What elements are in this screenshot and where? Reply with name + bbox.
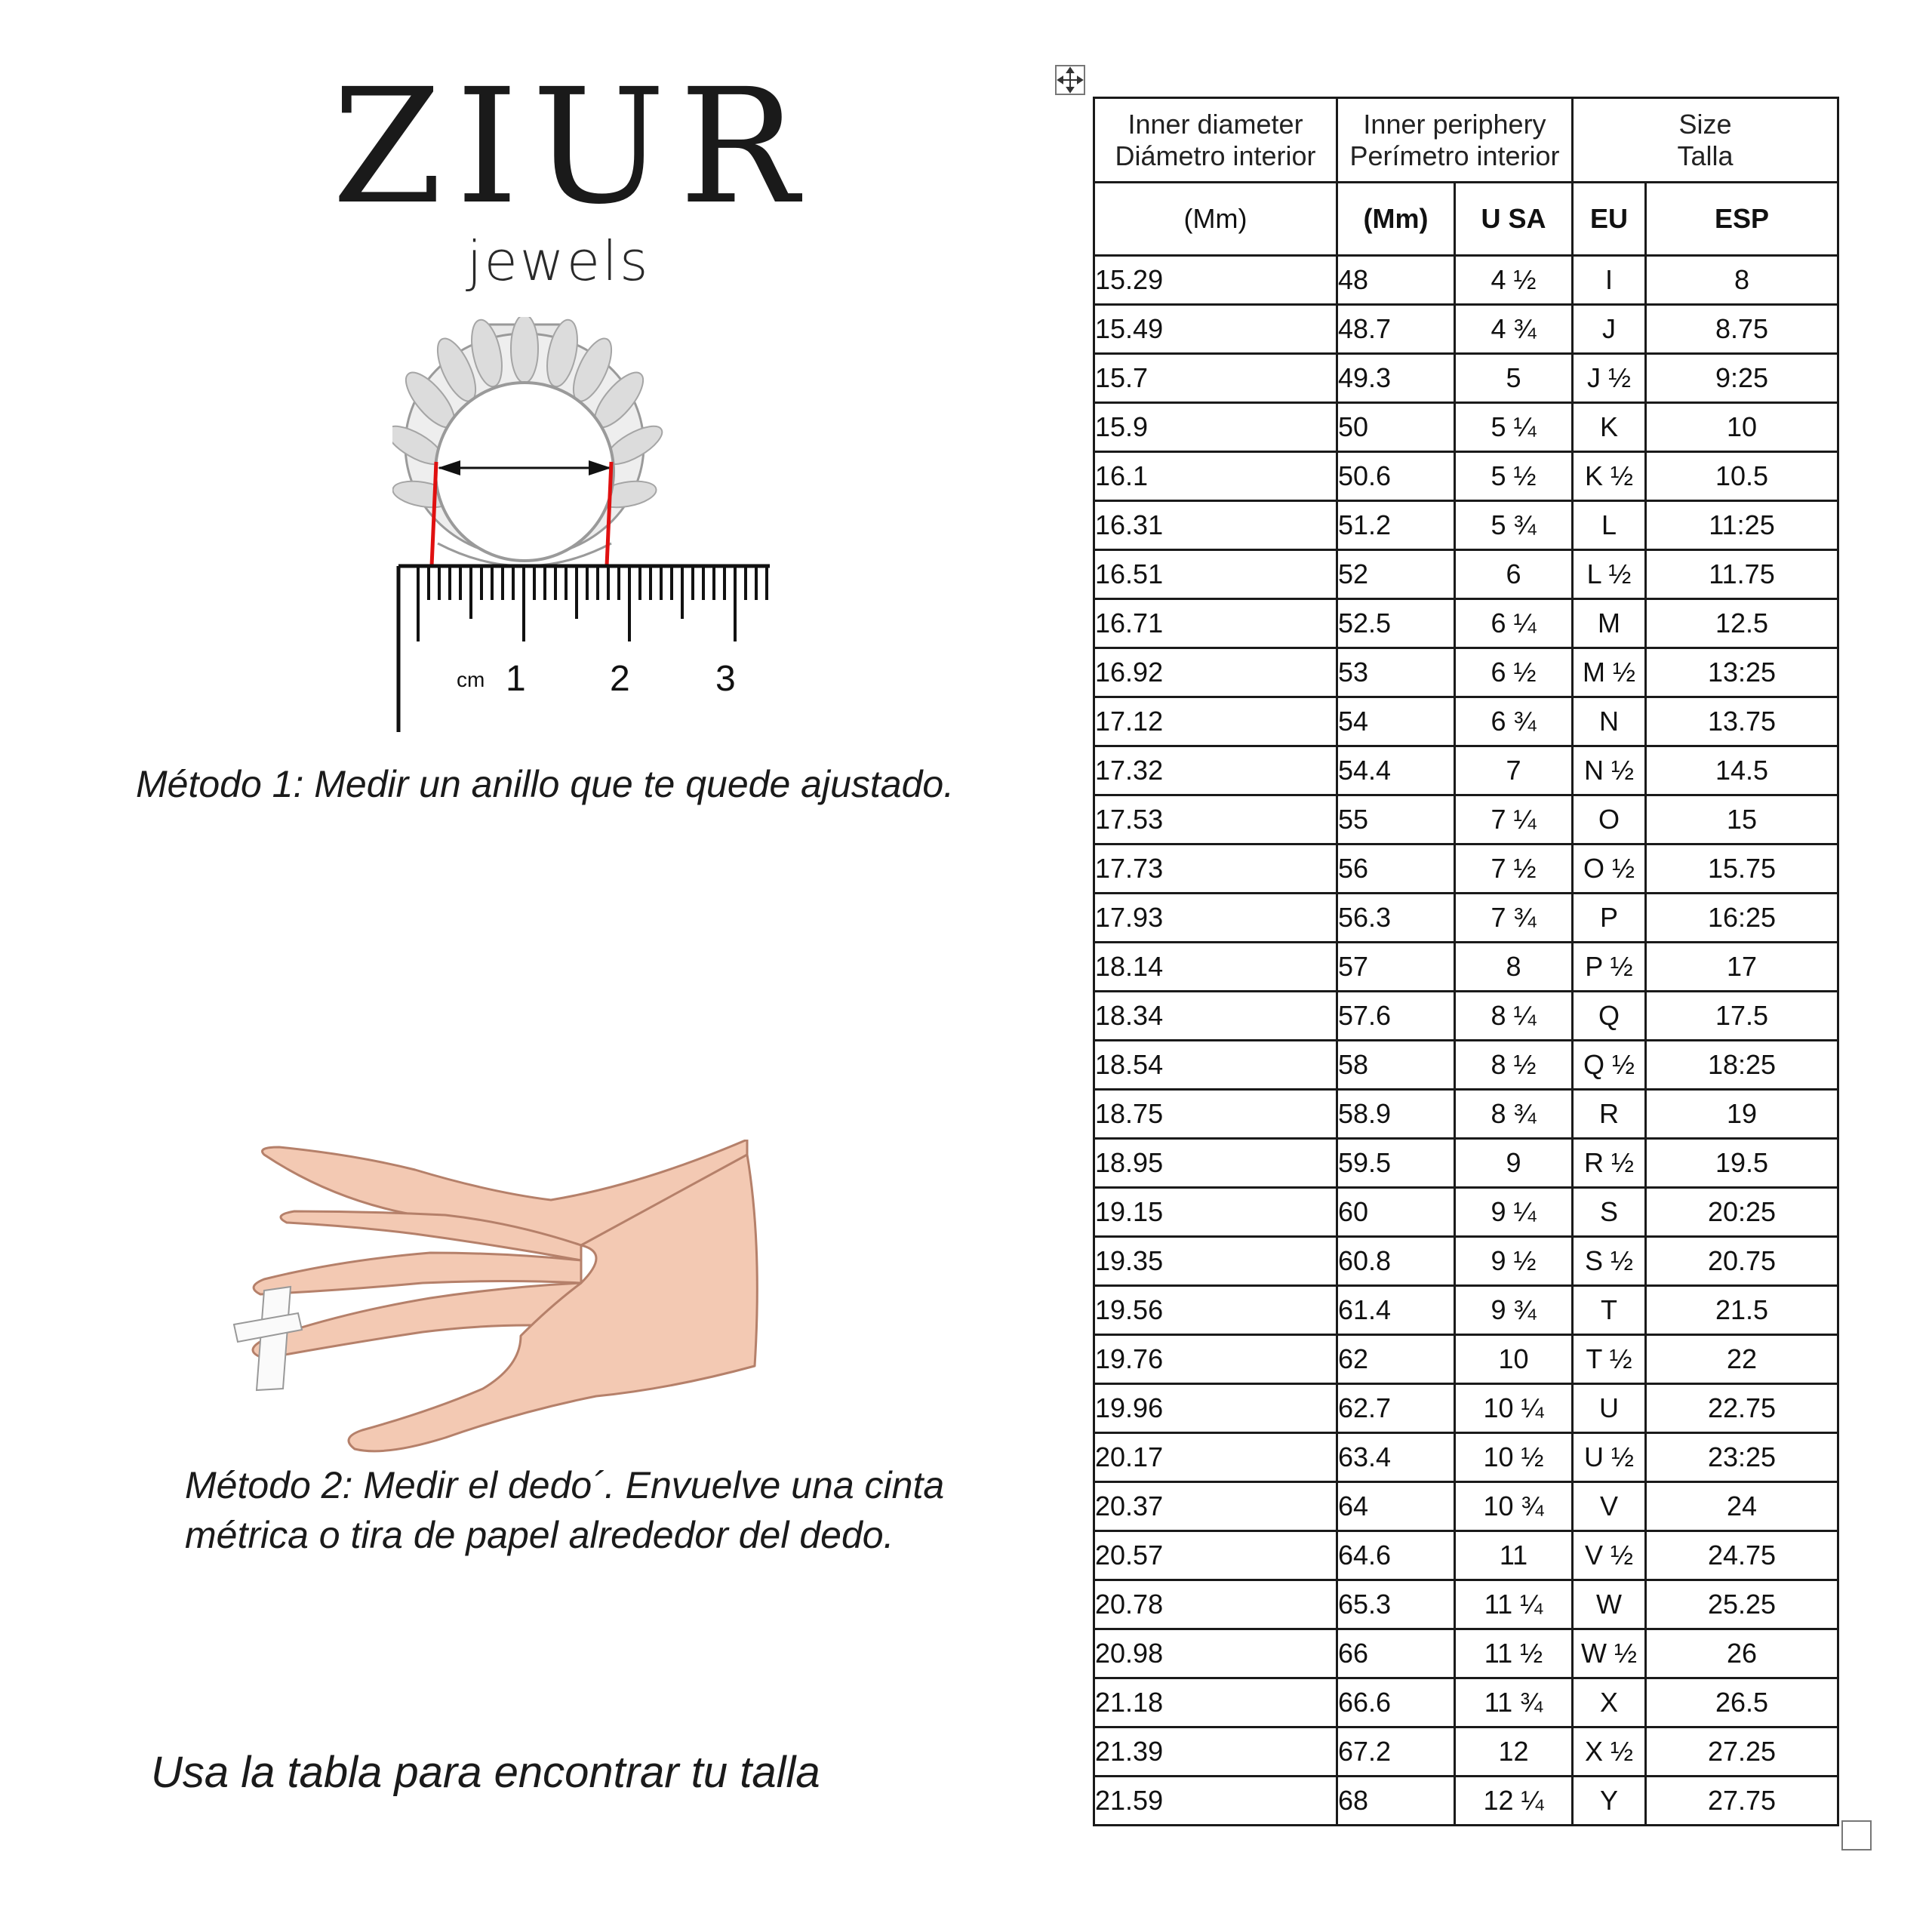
table-row bbox=[1094, 1139, 1838, 1188]
cell-esp: 26 bbox=[1646, 1629, 1838, 1678]
table-row bbox=[1094, 1188, 1838, 1237]
table-row bbox=[1094, 697, 1838, 746]
table-row bbox=[1094, 1335, 1838, 1384]
cell-eu: S bbox=[1573, 1188, 1646, 1237]
cell-usa: 6 ¼ bbox=[1455, 599, 1573, 648]
cell-diameter: 17.12 bbox=[1094, 697, 1337, 746]
cell-eu: W bbox=[1573, 1580, 1646, 1629]
cell-diameter: 18.34 bbox=[1094, 992, 1337, 1041]
table-row bbox=[1094, 452, 1838, 501]
cell-periphery: 57 bbox=[1337, 943, 1455, 992]
table-row bbox=[1094, 1777, 1838, 1826]
cell-periphery: 63.4 bbox=[1337, 1433, 1455, 1482]
cell-eu: U bbox=[1573, 1384, 1646, 1433]
cell-usa: 4 ¾ bbox=[1455, 305, 1573, 354]
cell-periphery: 54 bbox=[1337, 697, 1455, 746]
cell-eu: O bbox=[1573, 795, 1646, 844]
cell-usa: 10 ½ bbox=[1455, 1433, 1573, 1482]
cell-esp: 12.5 bbox=[1646, 599, 1838, 648]
table-row bbox=[1094, 550, 1838, 599]
method2-line2: métrica o tira de papel alrededor del dedo. bbox=[185, 1514, 894, 1556]
cell-eu: W ½ bbox=[1573, 1629, 1646, 1678]
resize-handle-icon[interactable] bbox=[1841, 1820, 1872, 1850]
cell-esp: 14.5 bbox=[1646, 746, 1838, 795]
table-row bbox=[1094, 1531, 1838, 1580]
subheader-mm-periphery: (Mm) bbox=[1337, 183, 1455, 256]
table-row bbox=[1094, 403, 1838, 452]
table-row bbox=[1094, 894, 1838, 943]
cell-eu: N bbox=[1573, 697, 1646, 746]
cell-periphery: 58.9 bbox=[1337, 1090, 1455, 1139]
table-row bbox=[1094, 1678, 1838, 1727]
cell-diameter: 17.93 bbox=[1094, 894, 1337, 943]
cell-esp: 13.75 bbox=[1646, 697, 1838, 746]
cell-usa: 8 ¾ bbox=[1455, 1090, 1573, 1139]
table-row bbox=[1094, 795, 1838, 844]
cell-eu: P ½ bbox=[1573, 943, 1646, 992]
cell-usa: 7 ½ bbox=[1455, 844, 1573, 894]
cell-diameter: 17.53 bbox=[1094, 795, 1337, 844]
cell-diameter: 17.73 bbox=[1094, 844, 1337, 894]
subheader-eu: EU bbox=[1573, 183, 1646, 256]
cell-eu: O ½ bbox=[1573, 844, 1646, 894]
header-size: Size Talla bbox=[1573, 98, 1838, 183]
ring-ruler-illustration bbox=[392, 317, 785, 740]
cell-periphery: 50.6 bbox=[1337, 452, 1455, 501]
table-row bbox=[1094, 1286, 1838, 1335]
method1-caption: Método 1: Medir un anillo que te quede ajustado. bbox=[136, 763, 955, 805]
cell-usa: 5 ¾ bbox=[1455, 501, 1573, 550]
cell-esp: 24.75 bbox=[1646, 1531, 1838, 1580]
cell-periphery: 54.4 bbox=[1337, 746, 1455, 795]
cell-periphery: 60.8 bbox=[1337, 1237, 1455, 1286]
ruler-label-3: 3 bbox=[715, 659, 736, 699]
cell-periphery: 56 bbox=[1337, 844, 1455, 894]
cell-diameter: 19.96 bbox=[1094, 1384, 1337, 1433]
table-row bbox=[1094, 1629, 1838, 1678]
cell-usa: 6 ¾ bbox=[1455, 697, 1573, 746]
cell-periphery: 56.3 bbox=[1337, 894, 1455, 943]
cell-eu: Q ½ bbox=[1573, 1041, 1646, 1090]
cell-usa: 7 ¾ bbox=[1455, 894, 1573, 943]
cell-esp: 8 bbox=[1646, 256, 1838, 305]
table-row bbox=[1094, 305, 1838, 354]
cell-periphery: 66.6 bbox=[1337, 1678, 1455, 1727]
cell-diameter: 16.1 bbox=[1094, 452, 1337, 501]
cell-eu: V ½ bbox=[1573, 1531, 1646, 1580]
cell-diameter: 19.35 bbox=[1094, 1237, 1337, 1286]
cell-periphery: 57.6 bbox=[1337, 992, 1455, 1041]
cell-usa: 6 bbox=[1455, 550, 1573, 599]
cell-eu: L bbox=[1573, 501, 1646, 550]
table-row bbox=[1094, 943, 1838, 992]
cell-eu: V bbox=[1573, 1482, 1646, 1531]
cell-esp: 15 bbox=[1646, 795, 1838, 844]
cell-eu: L ½ bbox=[1573, 550, 1646, 599]
cell-diameter: 16.71 bbox=[1094, 599, 1337, 648]
cell-periphery: 52 bbox=[1337, 550, 1455, 599]
cell-usa: 9 ¼ bbox=[1455, 1188, 1573, 1237]
cell-usa: 8 ½ bbox=[1455, 1041, 1573, 1090]
cell-usa: 11 bbox=[1455, 1531, 1573, 1580]
cell-esp: 17 bbox=[1646, 943, 1838, 992]
cell-eu: I bbox=[1573, 256, 1646, 305]
hand-illustration bbox=[158, 1140, 762, 1472]
cell-esp: 27.25 bbox=[1646, 1727, 1838, 1777]
cell-diameter: 17.32 bbox=[1094, 746, 1337, 795]
cell-diameter: 18.75 bbox=[1094, 1090, 1337, 1139]
header-inner-periphery: Inner periphery Perímetro interior bbox=[1337, 98, 1573, 183]
table-row bbox=[1094, 1482, 1838, 1531]
cell-usa: 11 ½ bbox=[1455, 1629, 1573, 1678]
cell-periphery: 66 bbox=[1337, 1629, 1455, 1678]
table-row bbox=[1094, 1433, 1838, 1482]
cell-diameter: 15.49 bbox=[1094, 305, 1337, 354]
cell-usa: 4 ½ bbox=[1455, 256, 1573, 305]
ruler-unit-label: cm bbox=[457, 668, 485, 691]
cell-periphery: 61.4 bbox=[1337, 1286, 1455, 1335]
subheader-usa: U SA bbox=[1455, 183, 1573, 256]
cell-esp: 15.75 bbox=[1646, 844, 1838, 894]
table-row bbox=[1094, 501, 1838, 550]
table-row bbox=[1094, 599, 1838, 648]
cell-periphery: 64.6 bbox=[1337, 1531, 1455, 1580]
cell-diameter: 18.95 bbox=[1094, 1139, 1337, 1188]
move-arrows-icon bbox=[1057, 66, 1084, 94]
table-row bbox=[1094, 992, 1838, 1041]
cell-diameter: 20.17 bbox=[1094, 1433, 1337, 1482]
cell-esp: 9:25 bbox=[1646, 354, 1838, 403]
header-inner-diameter: Inner diameter Diámetro interior bbox=[1094, 98, 1337, 183]
cell-esp: 22.75 bbox=[1646, 1384, 1838, 1433]
cell-periphery: 52.5 bbox=[1337, 599, 1455, 648]
cell-eu: J bbox=[1573, 305, 1646, 354]
cell-usa: 8 ¼ bbox=[1455, 992, 1573, 1041]
table-row bbox=[1094, 256, 1838, 305]
cell-diameter: 19.76 bbox=[1094, 1335, 1337, 1384]
cell-usa: 12 ¼ bbox=[1455, 1777, 1573, 1826]
cell-eu: T bbox=[1573, 1286, 1646, 1335]
table-row bbox=[1094, 1580, 1838, 1629]
cell-esp: 18:25 bbox=[1646, 1041, 1838, 1090]
cell-usa: 10 ¾ bbox=[1455, 1482, 1573, 1531]
cell-esp: 13:25 bbox=[1646, 648, 1838, 697]
cell-eu: X ½ bbox=[1573, 1727, 1646, 1777]
cell-periphery: 49.3 bbox=[1337, 354, 1455, 403]
cell-diameter: 20.78 bbox=[1094, 1580, 1337, 1629]
cell-eu: N ½ bbox=[1573, 746, 1646, 795]
cell-usa: 12 bbox=[1455, 1727, 1573, 1777]
cell-periphery: 55 bbox=[1337, 795, 1455, 844]
cell-periphery: 62 bbox=[1337, 1335, 1455, 1384]
cell-periphery: 62.7 bbox=[1337, 1384, 1455, 1433]
ring-size-table bbox=[1093, 97, 1839, 1826]
table-row bbox=[1094, 354, 1838, 403]
cell-esp: 20:25 bbox=[1646, 1188, 1838, 1237]
cell-usa: 7 bbox=[1455, 746, 1573, 795]
cell-usa: 11 ¾ bbox=[1455, 1678, 1573, 1727]
cell-usa: 10 bbox=[1455, 1335, 1573, 1384]
cell-esp: 22 bbox=[1646, 1335, 1838, 1384]
cell-usa: 10 ¼ bbox=[1455, 1384, 1573, 1433]
cell-eu: M ½ bbox=[1573, 648, 1646, 697]
cell-diameter: 16.92 bbox=[1094, 648, 1337, 697]
cell-periphery: 60 bbox=[1337, 1188, 1455, 1237]
cell-esp: 8.75 bbox=[1646, 305, 1838, 354]
cell-diameter: 18.54 bbox=[1094, 1041, 1337, 1090]
cell-eu: R bbox=[1573, 1090, 1646, 1139]
ruler-icon bbox=[398, 566, 770, 732]
cell-periphery: 68 bbox=[1337, 1777, 1455, 1826]
ruler-label-1: 1 bbox=[506, 659, 526, 699]
table-move-handle[interactable] bbox=[1055, 65, 1085, 95]
cell-esp: 26.5 bbox=[1646, 1678, 1838, 1727]
brand-logo bbox=[332, 54, 812, 293]
cell-periphery: 48.7 bbox=[1337, 305, 1455, 354]
cell-esp: 11:25 bbox=[1646, 501, 1838, 550]
cell-esp: 24 bbox=[1646, 1482, 1838, 1531]
cell-diameter: 19.15 bbox=[1094, 1188, 1337, 1237]
cell-esp: 19 bbox=[1646, 1090, 1838, 1139]
cell-diameter: 15.7 bbox=[1094, 354, 1337, 403]
cell-diameter: 21.59 bbox=[1094, 1777, 1337, 1826]
cell-esp: 16:25 bbox=[1646, 894, 1838, 943]
cell-esp: 19.5 bbox=[1646, 1139, 1838, 1188]
cell-usa: 5 ½ bbox=[1455, 452, 1573, 501]
cell-eu: K ½ bbox=[1573, 452, 1646, 501]
cell-periphery: 64 bbox=[1337, 1482, 1455, 1531]
table-row bbox=[1094, 844, 1838, 894]
cell-eu: Q bbox=[1573, 992, 1646, 1041]
cell-diameter: 16.31 bbox=[1094, 501, 1337, 550]
cell-usa: 7 ¼ bbox=[1455, 795, 1573, 844]
cell-eu: P bbox=[1573, 894, 1646, 943]
cell-diameter: 15.29 bbox=[1094, 256, 1337, 305]
table-row bbox=[1094, 648, 1838, 697]
cell-diameter: 16.51 bbox=[1094, 550, 1337, 599]
ruler-label-2: 2 bbox=[610, 659, 630, 699]
cell-periphery: 67.2 bbox=[1337, 1727, 1455, 1777]
cell-usa: 5 bbox=[1455, 354, 1573, 403]
cell-esp: 17.5 bbox=[1646, 992, 1838, 1041]
cell-diameter: 15.9 bbox=[1094, 403, 1337, 452]
cell-usa: 11 ¼ bbox=[1455, 1580, 1573, 1629]
cell-eu: Y bbox=[1573, 1777, 1646, 1826]
cell-esp: 11.75 bbox=[1646, 550, 1838, 599]
table-row bbox=[1094, 1090, 1838, 1139]
cell-esp: 10 bbox=[1646, 403, 1838, 452]
cell-usa: 9 ¾ bbox=[1455, 1286, 1573, 1335]
cell-periphery: 50 bbox=[1337, 403, 1455, 452]
cell-esp: 27.75 bbox=[1646, 1777, 1838, 1826]
subheader-mm-diameter: (Mm) bbox=[1094, 183, 1337, 256]
footer-caption: Usa la tabla para encontrar tu talla bbox=[151, 1748, 820, 1797]
cell-eu: R ½ bbox=[1573, 1139, 1646, 1188]
cell-usa: 6 ½ bbox=[1455, 648, 1573, 697]
cell-periphery: 48 bbox=[1337, 256, 1455, 305]
cell-esp: 23:25 bbox=[1646, 1433, 1838, 1482]
cell-eu: T ½ bbox=[1573, 1335, 1646, 1384]
table-row bbox=[1094, 1727, 1838, 1777]
cell-diameter: 20.57 bbox=[1094, 1531, 1337, 1580]
cell-periphery: 58 bbox=[1337, 1041, 1455, 1090]
cell-diameter: 18.14 bbox=[1094, 943, 1337, 992]
table-row bbox=[1094, 1384, 1838, 1433]
cell-eu: M bbox=[1573, 599, 1646, 648]
hand-icon bbox=[253, 1140, 757, 1451]
cell-usa: 9 ½ bbox=[1455, 1237, 1573, 1286]
logo-wordmark: ZIUR bbox=[332, 54, 812, 239]
cell-eu: X bbox=[1573, 1678, 1646, 1727]
method2-line1: Método 2: Medir el dedo´. Envuelve una cinta bbox=[185, 1464, 945, 1506]
cell-eu: U ½ bbox=[1573, 1433, 1646, 1482]
cell-diameter: 20.98 bbox=[1094, 1629, 1337, 1678]
cell-diameter: 21.18 bbox=[1094, 1678, 1337, 1727]
cell-eu: J ½ bbox=[1573, 354, 1646, 403]
cell-periphery: 59.5 bbox=[1337, 1139, 1455, 1188]
logo-subtitle: jewels bbox=[466, 229, 651, 293]
cell-usa: 5 ¼ bbox=[1455, 403, 1573, 452]
method2-caption bbox=[185, 1460, 944, 1560]
cell-diameter: 21.39 bbox=[1094, 1727, 1337, 1777]
cell-eu: S ½ bbox=[1573, 1237, 1646, 1286]
cell-periphery: 53 bbox=[1337, 648, 1455, 697]
cell-esp: 25.25 bbox=[1646, 1580, 1838, 1629]
cell-usa: 8 bbox=[1455, 943, 1573, 992]
table-row bbox=[1094, 746, 1838, 795]
table-row bbox=[1094, 1237, 1838, 1286]
cell-eu: K bbox=[1573, 403, 1646, 452]
cell-usa: 9 bbox=[1455, 1139, 1573, 1188]
cell-esp: 20.75 bbox=[1646, 1237, 1838, 1286]
cell-esp: 21.5 bbox=[1646, 1286, 1838, 1335]
cell-periphery: 51.2 bbox=[1337, 501, 1455, 550]
cell-periphery: 65.3 bbox=[1337, 1580, 1455, 1629]
table-row bbox=[1094, 1041, 1838, 1090]
cell-esp: 10.5 bbox=[1646, 452, 1838, 501]
cell-diameter: 19.56 bbox=[1094, 1286, 1337, 1335]
subheader-esp: ESP bbox=[1646, 183, 1838, 256]
cell-diameter: 20.37 bbox=[1094, 1482, 1337, 1531]
